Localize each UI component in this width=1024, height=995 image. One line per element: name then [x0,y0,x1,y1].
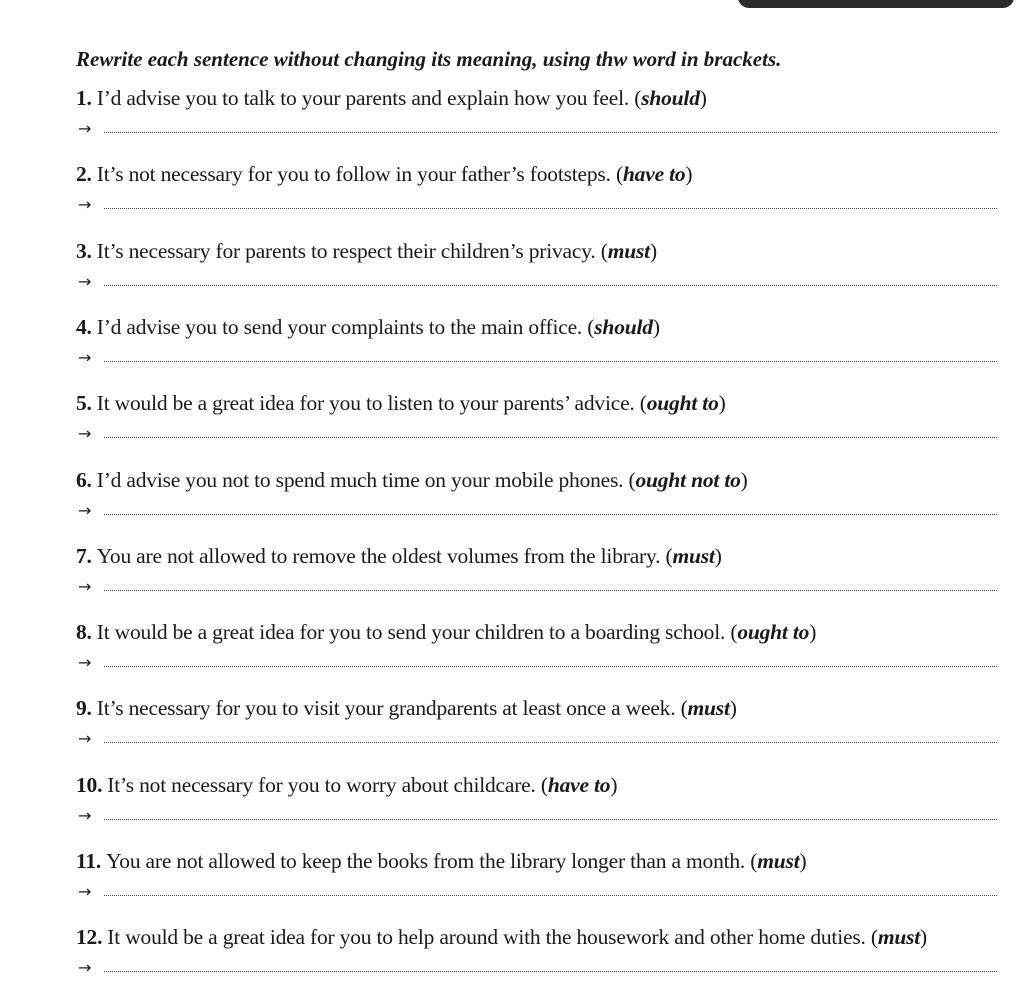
exercise-keyword: must [607,238,650,263]
answer-line[interactable] [76,577,997,597]
exercise-keyword: have to [547,772,611,797]
exercise-item [76,924,1024,978]
exercise-keyword: have to [622,162,686,187]
dotted-answer-blank[interactable] [104,285,997,286]
dotted-answer-blank[interactable] [104,895,997,896]
dotted-answer-blank[interactable] [104,132,997,133]
exercise-item [76,772,1024,825]
answer-line[interactable] [76,653,997,673]
dotted-answer-blank[interactable] [104,208,997,209]
answer-line[interactable] [76,882,997,902]
exercise-sentence: 8. It would be a great idea for you to send your children to a boarding school. (ought to) [76,620,817,645]
arrow-right-icon: → [78,195,92,215]
arrow-right-icon: → [78,882,92,901]
exercise-text: It’s not necessary for you to worry about childcare. [107,772,536,797]
answer-line[interactable] [76,958,997,978]
exercise-sentence: 7. You are not allowed to remove the oldest volumes from the library. (must) [76,543,722,568]
exercise-sentence: 4. I’d advise you to send your complaints to the main office. (should) [76,314,660,339]
exercise-sentence: 1. I’d advise you to talk to your parents and explain how you feel. (should) [76,86,707,110]
exercise-text: I’d advise you to talk to your parents and explain how you feel. [96,86,630,110]
arrow-right-icon: → [78,119,92,138]
exercise-text: It would be a great idea for you to help around with the housework and other home duties. [107,925,866,950]
dotted-answer-blank[interactable] [104,819,997,820]
exercise-item [76,848,1024,901]
exercise-number: 8. [76,620,92,645]
arrow-right-icon: → [78,805,92,825]
exercise-item [76,238,1024,291]
dotted-answer-blank[interactable] [104,437,997,438]
dotted-answer-blank[interactable] [104,361,997,362]
exercise-text: You are not allowed to keep the books from the library longer than a month. [106,849,746,873]
exercise-keyword: must [877,925,921,950]
answer-line[interactable] [76,119,997,139]
arrow-right-icon: → [78,576,92,596]
answer-line[interactable] [76,272,997,292]
dotted-answer-blank[interactable] [104,971,997,972]
exercise-text: It would be a great idea for you to send your children to a boarding school. [96,620,726,645]
answer-line[interactable] [76,806,997,826]
exercise-number: 11. [76,849,102,873]
exercise-item [76,85,1024,138]
arrow-right-icon: → [78,424,92,444]
dotted-answer-blank[interactable] [104,514,997,515]
exercise-sentence: 2. It’s not necessary for you to follow in your father’s footsteps. (have to) [76,162,693,187]
arrow-right-icon: → [78,500,92,520]
answer-line[interactable] [76,348,997,368]
dotted-answer-blank[interactable] [104,742,997,743]
arrow-right-icon: → [78,271,92,291]
exercise-item [76,543,1024,596]
exercise-number: 5. [76,391,92,416]
exercise-keyword: should [641,86,700,110]
answer-line[interactable] [76,424,997,444]
exercise-keyword: should [594,314,653,339]
arrow-right-icon: → [78,347,92,367]
exercise-item [76,619,1024,673]
exercise-sentence: 5. It would be a great idea for you to listen to your parents’ advice. (ought to) [76,391,726,416]
exercise-text: It’s necessary for you to visit your grandparents at least once a week. [96,696,676,721]
exercise-keyword: ought to [646,391,719,416]
arrow-right-icon: → [78,958,92,978]
dotted-answer-blank[interactable] [104,666,997,667]
exercise-item [76,467,1024,520]
arrow-right-icon: → [78,729,92,749]
exercise-number: 9. [76,696,92,721]
arrow-right-icon: → [78,653,92,673]
exercise-number: 7. [76,543,92,568]
exercise-text: It’s necessary for parents to respect their children’s privacy. [96,238,596,263]
exercise-number: 6. [76,467,92,492]
answer-line[interactable] [76,195,997,215]
exercise-sentence: 10. It’s not necessary for you to worry about childcare. (have to) [76,772,618,797]
dotted-answer-blank[interactable] [104,590,997,591]
exercise-keyword: must [672,543,715,568]
exercise-keyword: ought to [737,620,810,645]
exercise-item [76,390,1024,444]
exercise-sentence: 11. You are not allowed to keep the books from the library longer than a month. (must) [76,849,807,873]
exercise-keyword: ought not to [635,467,741,492]
exercise-number: 3. [76,238,92,263]
exercise-sentence: 3. It’s necessary for parents to respect their children’s privacy. (must) [76,238,657,263]
exercise-number: 12. [76,925,103,950]
exercise-item [76,314,1024,367]
instruction-heading: Rewrite each sentence without changing its meaning, using thw word in brackets. [76,47,782,71]
exercise-sentence: 6. I’d advise you not to spend much time on your mobile phones. (ought not to) [76,467,748,492]
exercise-number: 1. [76,86,92,110]
exercise-text: It would be a great idea for you to listen to your parents’ advice. [96,391,635,416]
exercise-number: 10. [76,772,103,797]
exercise-text: I’d advise you not to spend much time on your mobile phones. [96,467,624,492]
answer-line[interactable] [76,729,997,749]
exercise-number: 4. [76,314,92,339]
exercise-keyword: must [687,696,730,721]
exercise-number: 2. [76,162,92,187]
answer-line[interactable] [76,501,997,521]
exercise-keyword: must [757,849,800,873]
exercise-text: I’d advise you to send your complaints to the main office. [96,314,583,339]
exercise-item [76,695,1024,749]
exercise-sentence: 12. It would be a great idea for you to help around with the housework and other home duties. (must) [76,925,928,950]
exercise-item [76,161,1024,215]
exercise-sentence: 9. It’s necessary for you to visit your grandparents at least once a week. (must) [76,696,737,721]
exercise-text: You are not allowed to remove the oldest volumes from the library. [96,543,661,568]
exercise-text: It’s not necessary for you to follow in your father’s footsteps. [96,162,611,187]
